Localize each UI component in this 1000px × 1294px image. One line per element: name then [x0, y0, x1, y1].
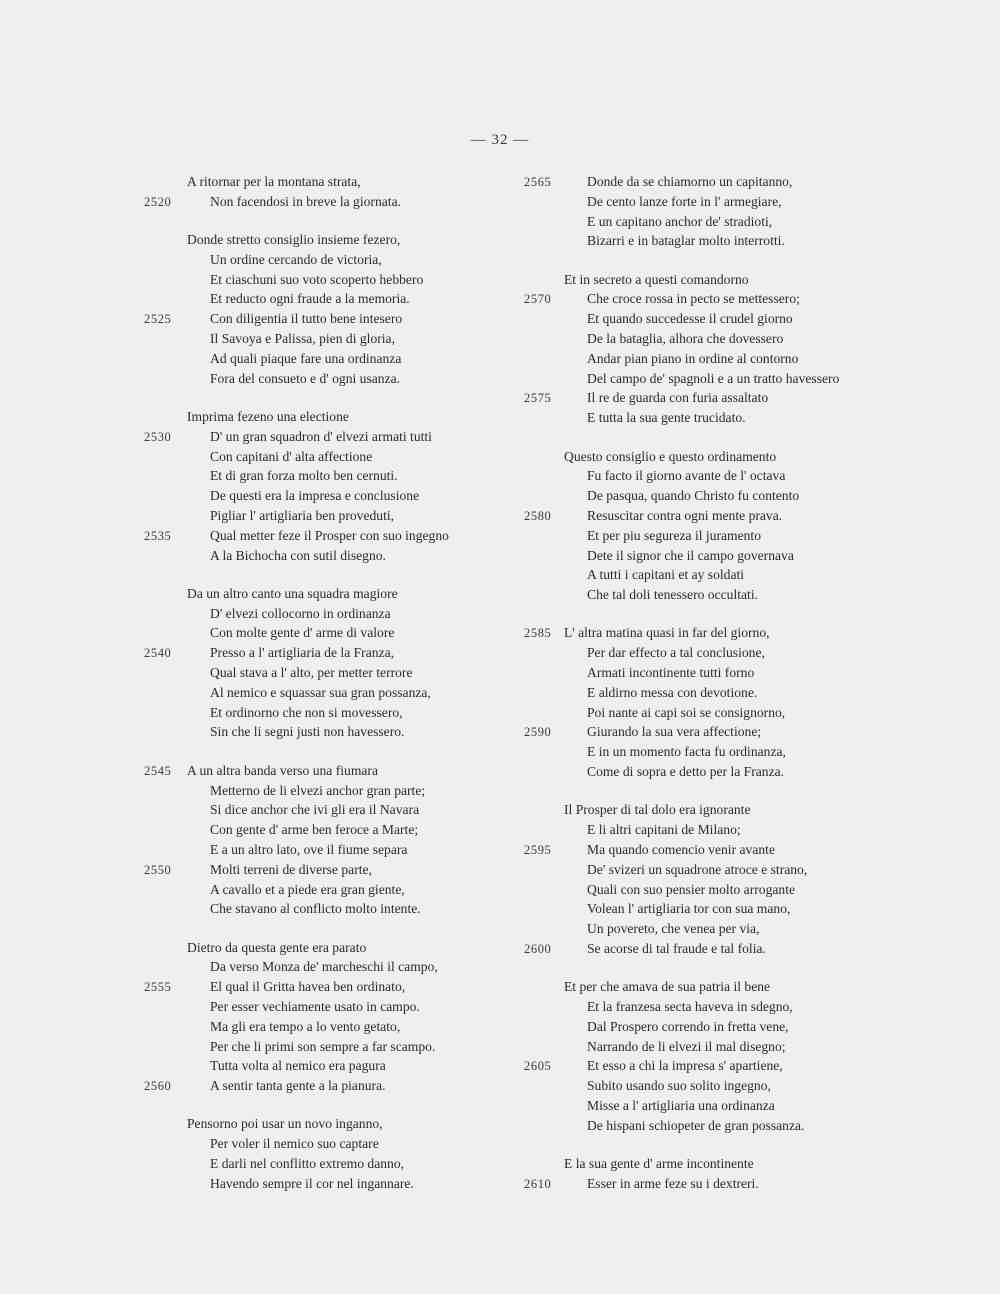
- verse-line: [144, 1134, 524, 1154]
- verse-text: Imprima fezeno una electione: [187, 408, 349, 424]
- verse-text: Sin che li segni justi non havessero.: [210, 724, 405, 740]
- verse-text: E la sua gente d' arme incontinente: [564, 1156, 754, 1172]
- verse-text: Giurando la sua vera affectione;: [587, 724, 762, 740]
- line-number: 2600: [524, 941, 552, 956]
- verse-text: Si dice anchor che ivi gli era il Navara: [210, 802, 420, 818]
- verse-line: [144, 722, 524, 742]
- verse-text: A cavallo et a piede era gran giente,: [210, 881, 405, 897]
- verse-text: Al nemico e squassar sua gran possanza,: [210, 684, 431, 700]
- verse-text: Il re de guarda con furia assaltato: [587, 390, 769, 406]
- verse-text: Et la franzesa secta haveva in sdegno,: [587, 998, 793, 1014]
- verse-text: El qual il Gritta havea ben ordinato,: [210, 979, 406, 995]
- line-number: 2575: [524, 391, 552, 406]
- verse-text: Che croce rossa in pecto se mettessero;: [587, 291, 800, 307]
- verse-line: [524, 762, 894, 782]
- verse-text: Per dar effecto a tal conclusione,: [587, 645, 765, 661]
- line-number: 2565: [524, 175, 552, 189]
- verse-text: De questi era la impresa e conclusione: [210, 488, 420, 504]
- stanza: [524, 800, 894, 958]
- verse-line: [144, 1056, 524, 1076]
- line-number: 2560: [144, 1079, 172, 1094]
- verse-line: [144, 977, 524, 997]
- verse-text: Qual metter feze il Prosper con suo ingegno: [210, 527, 449, 543]
- verse-text: Fora del consueto e d' ogni usanza.: [210, 370, 401, 386]
- verse-line: [524, 192, 894, 212]
- verse-line: [144, 486, 524, 506]
- stanza: [524, 447, 894, 605]
- verse-line: [144, 584, 524, 604]
- verse-text: Fu facto il giorno avante de l' octava: [587, 468, 786, 484]
- line-number: 2545: [144, 763, 172, 778]
- verse-text: Ma quando comencio venir avante: [587, 841, 775, 857]
- verse-text: E in un momento facta fu ordinanza,: [587, 744, 786, 760]
- verse-text: Et per piu segureza il juramento: [587, 527, 762, 543]
- stanza: [524, 172, 894, 251]
- stanza: [144, 172, 524, 212]
- verse-text: E a un altro lato, ove il fiume separa: [210, 841, 408, 857]
- verse-text: A un altra banda verso una fiumara: [187, 762, 378, 778]
- verse-line: [144, 250, 524, 270]
- verse-line: [524, 860, 894, 880]
- verse-text: Presso a l' artigliaria de la Franza,: [210, 645, 395, 661]
- verse-text: Che stavano al conflicto molto intente.: [210, 901, 421, 917]
- verse-text: Narrando de li elvezi il mal disegno;: [587, 1038, 786, 1054]
- verse-line: [524, 329, 894, 349]
- verse-line: [524, 289, 894, 309]
- verse-text: Ma gli era tempo a lo vento getato,: [210, 1018, 401, 1034]
- verse-line: [144, 604, 524, 624]
- verse-line: [524, 703, 894, 723]
- verse-line: [524, 231, 894, 251]
- verse-line: [524, 270, 894, 290]
- verse-line: [144, 1037, 524, 1057]
- verse-line: [524, 939, 894, 959]
- verse-line: [144, 172, 524, 192]
- stanza: [144, 761, 524, 919]
- verse-text: Tutta volta al nemico era pagura: [210, 1058, 386, 1074]
- line-number: 2605: [524, 1059, 552, 1074]
- verse-line: [144, 1017, 524, 1037]
- verse-line: [144, 270, 524, 290]
- verse-line: [524, 369, 894, 389]
- verse-line: [524, 349, 894, 369]
- verse-line: [144, 800, 524, 820]
- verse-line: [524, 546, 894, 566]
- verse-text: Da verso Monza de' marcheschi il campo,: [210, 959, 438, 975]
- verse-line: [144, 880, 524, 900]
- right-column: [524, 172, 894, 1212]
- verse-line: [524, 1037, 894, 1057]
- verse-text: Con molte gente d' arme di valore: [210, 625, 395, 641]
- verse-text: Qual stava a l' alto, per metter terrore: [210, 665, 413, 681]
- verse-text: Et esso a chi la impresa s' apartiene,: [587, 1058, 783, 1074]
- verse-line: [524, 212, 894, 232]
- verse-text: Bizarri e in bataglar molto interrotti.: [587, 233, 785, 249]
- verse-text: Andar pian piano in ordine al contorno: [587, 350, 799, 366]
- verse-line: [524, 977, 894, 997]
- verse-line: [524, 309, 894, 329]
- verse-line: [524, 880, 894, 900]
- verse-line: [144, 623, 524, 643]
- line-number: 2555: [144, 980, 172, 995]
- verse-line: [144, 230, 524, 250]
- verse-line: [524, 800, 894, 820]
- verse-text: Donde stretto consiglio insieme fezero,: [187, 232, 401, 248]
- verse-text: Et di gran forza molto ben cernuti.: [210, 468, 398, 484]
- verse-text: A la Bichocha con sutil disegno.: [210, 547, 386, 563]
- verse-line: [144, 369, 524, 389]
- verse-text: E li altri capitani de Milano;: [587, 822, 741, 838]
- verse-line: [144, 840, 524, 860]
- verse-text: De' svizeri un squadrone atroce e strano,: [587, 861, 808, 877]
- line-number: 2610: [524, 1176, 552, 1191]
- verse-text: Armati incontinente tutti forno: [587, 665, 755, 681]
- verse-text: A tutti i capitani et ay soldati: [587, 567, 745, 583]
- verse-text: Per che li primi son sempre a far scampo.: [210, 1038, 436, 1054]
- line-number: 2535: [144, 528, 172, 543]
- verse-line: [524, 820, 894, 840]
- verse-text: E darli nel conflitto extremo danno,: [210, 1156, 405, 1172]
- verse-line: [524, 840, 894, 860]
- verse-line: [144, 703, 524, 723]
- verse-text: Dete il signor che il campo governava: [587, 547, 794, 563]
- verse-text: De hispani schiopeter de gran possanza.: [587, 1117, 805, 1133]
- verse-line: [144, 309, 524, 329]
- verse-line: [524, 408, 894, 428]
- verse-line: [144, 1076, 524, 1096]
- verse-line: [524, 899, 894, 919]
- verse-line: [524, 643, 894, 663]
- verse-text: A sentir tanta gente a la pianura.: [210, 1078, 386, 1094]
- verse-line: [524, 466, 894, 486]
- left-column: [144, 172, 524, 1212]
- verse-line: [144, 289, 524, 309]
- line-number: 2530: [144, 429, 172, 444]
- verse-text: Che tal doli tenessero occultati.: [587, 587, 759, 603]
- verse-text: E aldirno messa con devotione.: [587, 684, 758, 700]
- verse-text: De la bataglia, alhora che dovessero: [587, 331, 784, 347]
- line-number: 2595: [524, 842, 552, 857]
- verse-line: [524, 585, 894, 605]
- verse-line: [524, 506, 894, 526]
- verse-line: [144, 466, 524, 486]
- verse-line: [144, 506, 524, 526]
- verse-line: [144, 663, 524, 683]
- verse-text: Non facendosi in breve la giornata.: [210, 193, 401, 209]
- verse-text: Subito usando suo solito ingegno,: [587, 1078, 771, 1094]
- verse-text: Misse a l' artigliaria una ordinanza: [587, 1097, 775, 1113]
- verse-line: [524, 565, 894, 585]
- verse-line: [524, 526, 894, 546]
- verse-text: Del campo de' spagnoli e a un tratto havessero: [587, 370, 840, 386]
- verse-text: De pasqua, quando Christo fu contento: [587, 488, 800, 504]
- stanza: [524, 977, 894, 1135]
- verse-line: [524, 919, 894, 939]
- verse-text: Quali con suo pensier molto arrogante: [587, 881, 796, 897]
- verse-line: [144, 1114, 524, 1134]
- verse-text: Con capitani d' alta affectione: [210, 448, 373, 464]
- verse-line: [144, 447, 524, 467]
- verse-line: [524, 997, 894, 1017]
- verse-line: [524, 388, 894, 408]
- verse-text: Il Prosper di tal dolo era ignorante: [564, 802, 751, 818]
- verse-line: [524, 1096, 894, 1116]
- stanza: [144, 230, 524, 388]
- verse-line: [144, 820, 524, 840]
- verse-text: Donde da se chiamorno un capitanno,: [587, 174, 793, 189]
- verse-text: E tutta la sua gente trucidato.: [587, 410, 746, 426]
- verse-text: Da un altro canto una squadra magiore: [187, 585, 398, 601]
- verse-line: [524, 1116, 894, 1136]
- verse-text: Et ciaschuni suo voto scoperto hebbero: [210, 271, 424, 287]
- verse-text: Et per che amava de sua patria il bene: [564, 979, 771, 995]
- verse-line: [144, 683, 524, 703]
- verse-line: [144, 407, 524, 427]
- verse-text: Havendo sempre il cor nel ingannare.: [210, 1175, 414, 1191]
- verse-text: De cento lanze forte in l' armegiare,: [587, 193, 782, 209]
- verse-line: [524, 1017, 894, 1037]
- verse-text: Pensorno poi usar un novo inganno,: [187, 1116, 383, 1132]
- verse-text: Con diligentia il tutto bene intesero: [210, 311, 403, 327]
- verse-line: [524, 742, 894, 762]
- verse-line: [524, 172, 894, 192]
- verse-line: [144, 957, 524, 977]
- stanza: [524, 623, 894, 781]
- verse-line: [144, 329, 524, 349]
- verse-line: [524, 1154, 894, 1174]
- verse-line: [144, 899, 524, 919]
- verse-line: [524, 623, 894, 643]
- verse-text: D' elvezi collocorno in ordinanza: [210, 605, 391, 621]
- verse-text: Resuscitar contra ogni mente prava.: [587, 507, 783, 523]
- line-number: 2550: [144, 862, 172, 877]
- verse-line: [524, 486, 894, 506]
- verse-text: Un ordine cercando de victoria,: [210, 251, 382, 267]
- verse-line: [144, 427, 524, 447]
- line-number: 2520: [144, 194, 172, 209]
- verse-text: Ad quali piaque fare una ordinanza: [210, 350, 402, 366]
- line-number: 2580: [524, 508, 552, 523]
- verse-line: [144, 643, 524, 663]
- verse-line: [144, 1154, 524, 1174]
- verse-text: A ritornar per la montana strata,: [187, 174, 361, 189]
- line-number: 2590: [524, 725, 552, 740]
- verse-line: [144, 1174, 524, 1194]
- verse-text: Et quando succedesse il crudel giorno: [587, 311, 793, 327]
- stanza: [144, 938, 524, 1096]
- line-number: 2525: [144, 312, 172, 327]
- verse-text: L' altra matina quasi in far del giorno,: [564, 625, 770, 641]
- line-number: 2570: [524, 292, 552, 307]
- verse-text: Per voler il nemico suo captare: [210, 1136, 379, 1152]
- line-number: 2540: [144, 646, 172, 661]
- verse-text: Pigliar l' artigliaria ben proveduti,: [210, 507, 395, 523]
- verse-text: Et reducto ogni fraude a la memoria.: [210, 291, 410, 307]
- verse-line: [144, 938, 524, 958]
- verse-text: Volean l' artigliaria tor con sua mano,: [587, 901, 791, 917]
- verse-line: [524, 447, 894, 467]
- verse-text: D' un gran squadron d' elvezi armati tutti: [210, 428, 432, 444]
- verse-line: [524, 663, 894, 683]
- verse-text: Come di sopra e detto per la Franza.: [587, 764, 785, 780]
- verse-text: Esser in arme feze su i dextreri.: [587, 1175, 759, 1191]
- verse-line: [144, 860, 524, 880]
- verse-text: Molti terreni de diverse parte,: [210, 861, 372, 877]
- verse-text: Se acorse di tal fraude e tal folia.: [587, 940, 766, 956]
- verse-line: [144, 349, 524, 369]
- verse-text: Con gente d' arme ben feroce a Marte;: [210, 822, 419, 838]
- verse-text: Metterno de li elvezi anchor gran parte;: [210, 782, 426, 798]
- stanza: [524, 1154, 894, 1194]
- verse-text: Questo consiglio e questo ordinamento: [564, 448, 777, 464]
- verse-line: [144, 546, 524, 566]
- line-number: 2585: [524, 626, 552, 641]
- verse-text: Poi nante ai capi soi se consignorno,: [587, 704, 786, 720]
- verse-text: Et in secreto a questi comandorno: [564, 271, 749, 287]
- verse-line: [144, 192, 524, 212]
- verse-line: [524, 1174, 894, 1194]
- verse-line: [524, 1076, 894, 1096]
- stanza: [524, 270, 894, 428]
- verse-line: [524, 683, 894, 703]
- verse-line: [144, 781, 524, 801]
- verse-text: Un povereto, che venea per via,: [587, 921, 760, 937]
- verse-text: Il Savoya e Palissa, pien di gloria,: [210, 331, 395, 347]
- verse-line: [144, 526, 524, 546]
- page-number: — 32 —: [470, 132, 530, 148]
- verse-line: [144, 761, 524, 781]
- verse-line: [524, 722, 894, 742]
- verse-text: E un capitano anchor de' stradioti,: [587, 213, 773, 229]
- verse-line: [144, 997, 524, 1017]
- stanza: [144, 1114, 524, 1193]
- verse-text: Per esser vechiamente usato in campo.: [210, 998, 420, 1014]
- stanza: [144, 407, 524, 565]
- verse-line: [524, 1056, 894, 1076]
- verse-text: Et ordinorno che non si movessero,: [210, 704, 403, 720]
- verse-text: Dal Prospero correndo in fretta vene,: [587, 1018, 789, 1034]
- stanza: [144, 584, 524, 742]
- verse-text: Dietro da questa gente era parato: [187, 939, 367, 955]
